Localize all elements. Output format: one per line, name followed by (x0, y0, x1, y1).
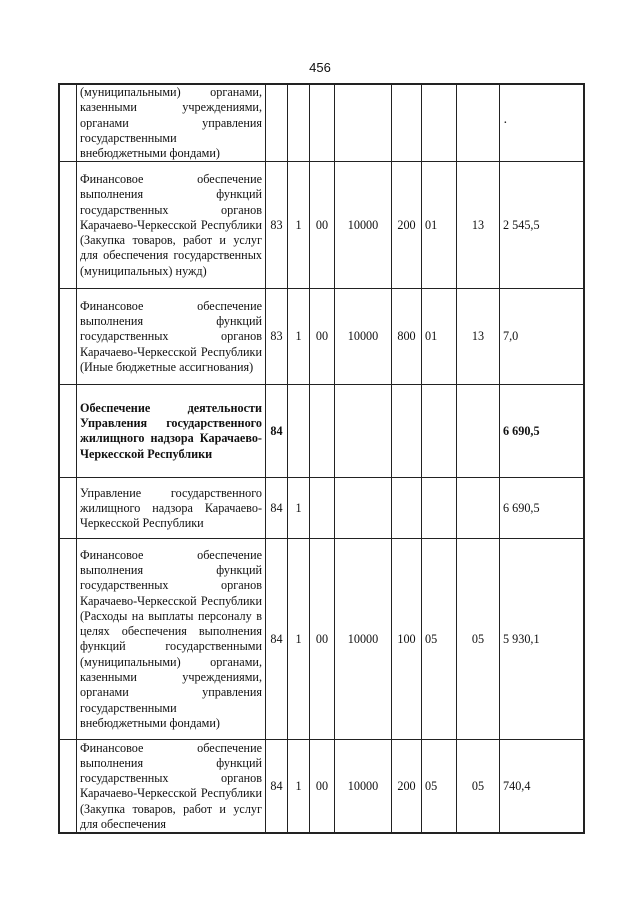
code-e-cell: 100 (392, 539, 422, 740)
code-c-cell: 00 (310, 539, 335, 740)
subsection-cell: 05 (457, 740, 500, 833)
code-d-cell: 10000 (335, 289, 392, 385)
code-d-cell: 10000 (335, 162, 392, 289)
table-row (60, 740, 584, 833)
code-a-cell: 84 (266, 539, 288, 740)
row-stub-cell (60, 162, 77, 289)
code-a-cell: 83 (266, 289, 288, 385)
amount-cell (500, 85, 584, 162)
code-a-cell: 84 (266, 478, 288, 539)
subsection-cell (457, 478, 500, 539)
amount-cell: 6 690,5 (500, 478, 584, 539)
code-a-cell: 83 (266, 162, 288, 289)
amount-cell: 6 690,5 (500, 385, 584, 478)
code-c-cell (310, 85, 335, 162)
table-row-group-header (60, 385, 584, 478)
code-d-cell: 10000 (335, 740, 392, 833)
subsection-cell (457, 385, 500, 478)
code-d-cell (335, 385, 392, 478)
table-row (60, 539, 584, 740)
row-name-text: (муниципальными) органами, казенными учреждениями, органами управления государственными внебюджетными фондами) (80, 85, 262, 161)
row-stub-cell (60, 478, 77, 539)
code-c-cell: 00 (310, 289, 335, 385)
row-name-cell (77, 385, 266, 478)
subsection-cell (457, 85, 500, 162)
row-name-cell (77, 478, 266, 539)
section-cell: 05 (422, 740, 457, 833)
code-c-cell: 00 (310, 740, 335, 833)
table-row (60, 478, 584, 539)
subsection-cell: 13 (457, 289, 500, 385)
subsection-cell: 13 (457, 162, 500, 289)
scan-speck: · (503, 115, 508, 131)
section-cell: 01 (422, 289, 457, 385)
row-name-cell (77, 289, 266, 385)
code-b-cell: 1 (288, 289, 310, 385)
code-b-cell: 1 (288, 162, 310, 289)
code-e-cell (392, 478, 422, 539)
row-stub-cell (60, 85, 77, 162)
section-cell (422, 85, 457, 162)
subsection-cell: 05 (457, 539, 500, 740)
code-e-cell: 200 (392, 740, 422, 833)
amount-cell: 5 930,1 (500, 539, 584, 740)
section-cell: 01 (422, 162, 457, 289)
code-b-cell: 1 (288, 478, 310, 539)
row-name-text: Финансовое обеспечение выполнения функций государственных органов Карачаево-Черкесской Республики (Закупка товаров, работ и услуг для обеспечения (80, 740, 262, 832)
code-d-cell (335, 478, 392, 539)
code-a-cell (266, 85, 288, 162)
budget-table (58, 83, 585, 834)
code-b-cell (288, 85, 310, 162)
code-e-cell (392, 85, 422, 162)
row-name-cell (77, 539, 266, 740)
code-b-cell: 1 (288, 539, 310, 740)
row-name-text: Обеспечение деятельности Управления государственного жилищного надзора Карачаево-Черкесской Республики (80, 400, 262, 461)
amount-cell: 7,0 (500, 289, 584, 385)
section-cell: 05 (422, 539, 457, 740)
row-name-cell (77, 162, 266, 289)
row-name-cell (77, 740, 266, 833)
table-row (60, 85, 584, 162)
row-stub-cell (60, 539, 77, 740)
code-b-cell: 1 (288, 740, 310, 833)
section-cell (422, 478, 457, 539)
row-name-text: Финансовое обеспечение выполнения функций государственных органов Карачаево-Черкесской Республики (Расходы на выплаты персоналу в целях обеспечения выполнения функций государственными (муниципальными) органами, казенными учреждениями, органами управления государственными внебюджетными фондами) (80, 547, 262, 730)
code-a-cell: 84 (266, 385, 288, 478)
code-e-cell: 200 (392, 162, 422, 289)
amount-cell: 2 545,5 (500, 162, 584, 289)
code-d-cell (335, 85, 392, 162)
row-name-text: Финансовое обеспечение выполнения функций государственных органов Карачаево-Черкесской Республики (Иные бюджетные ассигнования) (80, 298, 262, 374)
row-stub-cell (60, 740, 77, 833)
code-c-cell (310, 478, 335, 539)
code-c-cell (310, 385, 335, 478)
page-number: 456 (309, 60, 331, 75)
row-name-cell (77, 85, 266, 162)
code-c-cell: 00 (310, 162, 335, 289)
code-e-cell (392, 385, 422, 478)
row-stub-cell (60, 289, 77, 385)
code-d-cell: 10000 (335, 539, 392, 740)
row-stub-cell (60, 385, 77, 478)
amount-cell: 740,4 (500, 740, 584, 833)
row-name-text: Финансовое обеспечение выполнения функций государственных органов Карачаево-Черкесской Республики (Закупка товаров, работ и услуг для обеспечения государственных (муниципальных) нужд) (80, 171, 262, 278)
section-cell (422, 385, 457, 478)
table-row (60, 289, 584, 385)
code-a-cell: 84 (266, 740, 288, 833)
row-name-text: Управление государственного жилищного надзора Карачаево-Черкесской Республики (80, 485, 262, 531)
budget-table-grid (59, 84, 584, 833)
table-row (60, 162, 584, 289)
table-body (60, 85, 584, 833)
code-e-cell: 800 (392, 289, 422, 385)
code-b-cell (288, 385, 310, 478)
